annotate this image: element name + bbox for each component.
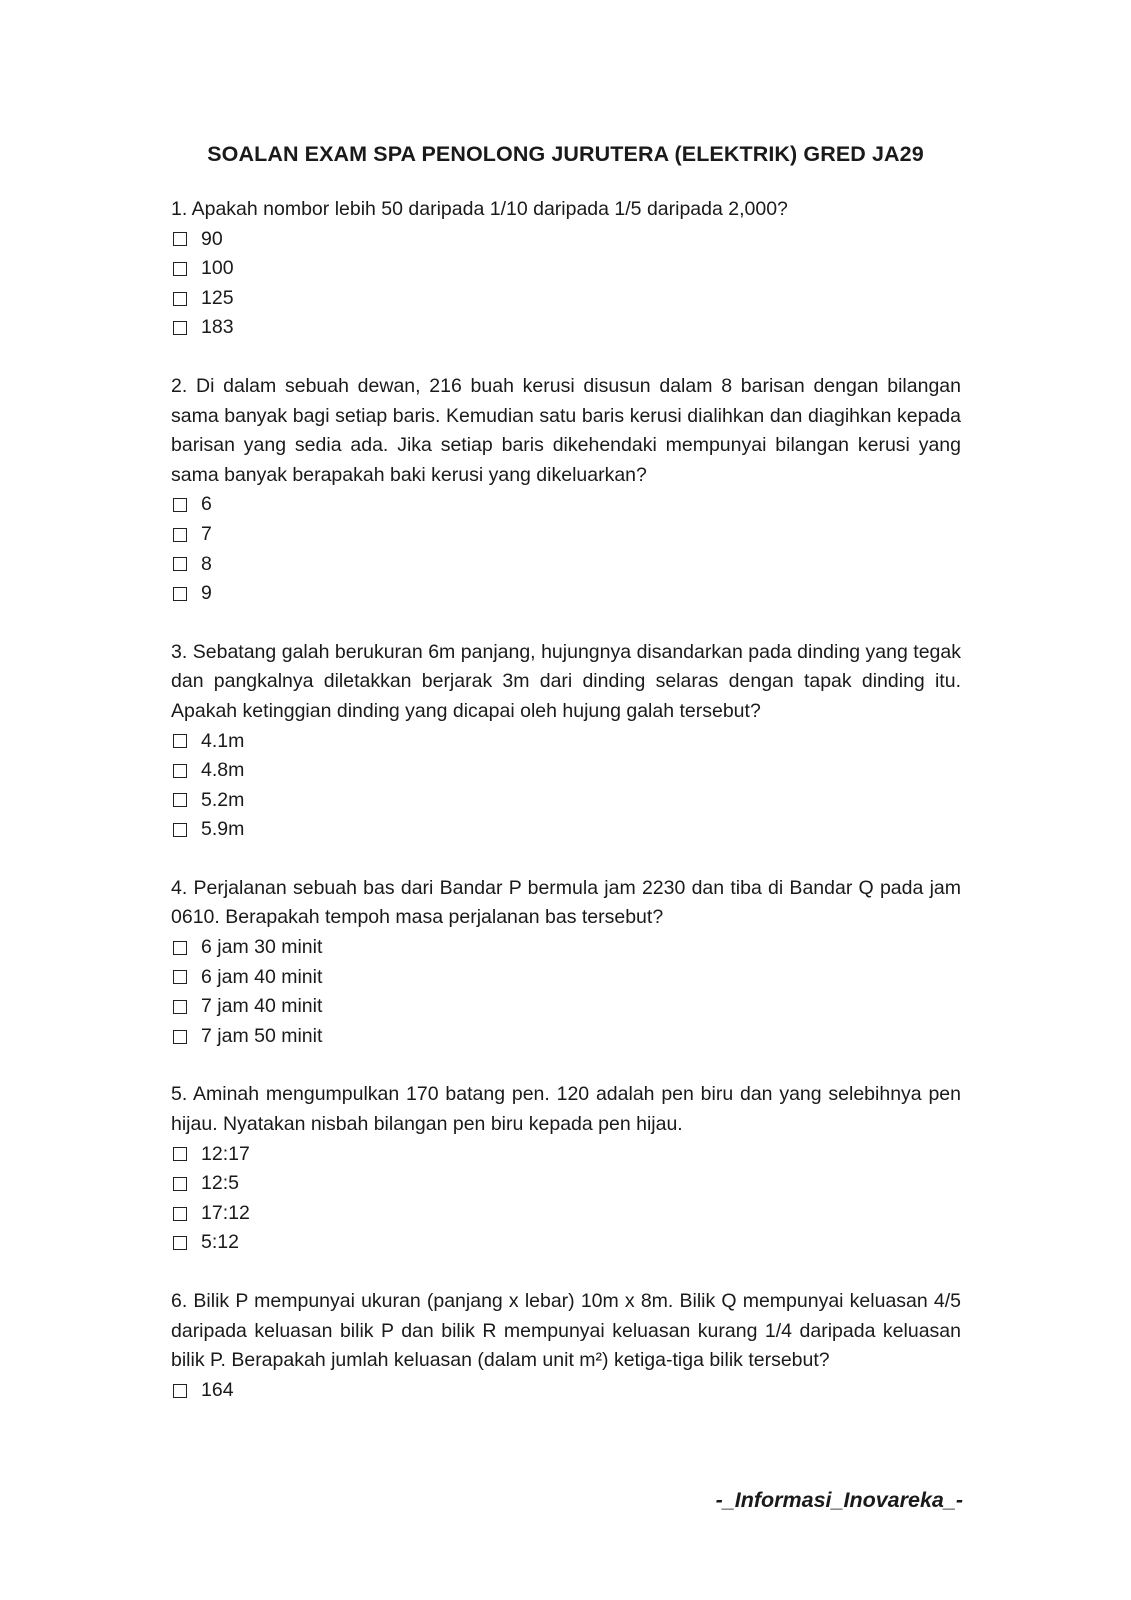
question-list: [171, 195, 961, 1434]
option-item[interactable]: [171, 284, 961, 314]
option-list: [171, 490, 961, 608]
question-text: 5. Aminah mengumpulkan 170 batang pen. 120 adalah pen biru dan yang selebihnya pen hijau. Nyatakan nisbah bilangan pen biru kepada pen hijau.: [171, 1083, 961, 1136]
checkbox-icon[interactable]: [173, 1177, 187, 1191]
option-list: [171, 1140, 961, 1258]
option-label: 7 jam 50 minit: [201, 1024, 323, 1047]
option-item[interactable]: [171, 579, 961, 609]
option-item[interactable]: [171, 225, 961, 255]
checkbox-icon[interactable]: [173, 793, 187, 807]
option-label: 6: [201, 493, 212, 516]
option-item[interactable]: [171, 933, 961, 963]
option-item[interactable]: [171, 815, 961, 845]
option-label: 9: [201, 582, 212, 605]
question-text: 1. Apakah nombor lebih 50 daripada 1/10 daripada 1/5 daripada 2,000?: [171, 198, 788, 220]
question-5: [171, 1080, 961, 1258]
option-label: 90: [201, 227, 223, 250]
question-text: 3. Sebatang galah berukuran 6m panjang, hujungnya disandarkan pada dinding yang tegak dan pangkalnya diletakkan berjarak 3m dari dinding selaras dengan tapak dinding itu. Apakah ketinggian dinding yang dicapai oleh hujung galah tersebut?: [171, 640, 961, 722]
option-label: 5:12: [201, 1231, 239, 1254]
option-item[interactable]: [171, 1199, 961, 1229]
option-label: 5.9m: [201, 818, 245, 841]
checkbox-icon[interactable]: [173, 528, 187, 542]
checkbox-icon[interactable]: [173, 292, 187, 306]
checkbox-icon[interactable]: [173, 1207, 187, 1221]
option-item[interactable]: [171, 756, 961, 786]
footer-watermark: -_Informasi_Inovareka_-: [715, 1488, 963, 1512]
page-title: SOALAN EXAM SPA PENOLONG JURUTERA (ELEKTRIK) GRED JA29: [207, 142, 924, 166]
option-item[interactable]: [171, 1022, 961, 1052]
checkbox-icon[interactable]: [173, 1000, 187, 1014]
checkbox-icon[interactable]: [173, 823, 187, 837]
checkbox-icon[interactable]: [173, 970, 187, 984]
option-label: 7: [201, 522, 212, 545]
question-4: [171, 874, 961, 1052]
checkbox-icon[interactable]: [173, 587, 187, 601]
question-text: 2. Di dalam sebuah dewan, 216 buah kerusi disusun dalam 8 barisan dengan bilangan sama banyak bagi setiap baris. Kemudian satu baris kerusi dialihkan dan diagihkan kepada barisan yang sedia ada. Jika setiap baris dikehendaki mempunyai bilangan kerusi yang sama banyak berapakah baki kerusi yang dikeluarkan?: [171, 374, 961, 486]
option-label: 8: [201, 552, 212, 575]
question-text: 6. Bilik P mempunyai ukuran (panjang x lebar) 10m x 8m. Bilik Q mempunyai keluasan 4/5 daripada keluasan bilik P dan bilik R mempunyai keluasan kurang 1/4 daripada keluasan bilik P. Berapakah jumlah keluasan (dalam unit m²) ketiga-tiga bilik tersebut?: [171, 1290, 961, 1372]
checkbox-icon[interactable]: [173, 557, 187, 571]
checkbox-icon[interactable]: [173, 941, 187, 955]
option-label: 5.2m: [201, 788, 245, 811]
option-item[interactable]: [171, 992, 961, 1022]
option-label: 6 jam 40 minit: [201, 965, 323, 988]
checkbox-icon[interactable]: [173, 1030, 187, 1044]
option-item[interactable]: [171, 1376, 961, 1406]
option-label: 6 jam 30 minit: [201, 936, 323, 959]
option-item[interactable]: [171, 313, 961, 343]
option-list: [171, 933, 961, 1051]
option-list: [171, 225, 961, 343]
option-label: 125: [201, 286, 234, 309]
question-1: [171, 195, 961, 343]
checkbox-icon[interactable]: [173, 498, 187, 512]
option-item[interactable]: [171, 490, 961, 520]
checkbox-icon[interactable]: [173, 1384, 187, 1398]
option-label: 12:5: [201, 1172, 239, 1195]
checkbox-icon[interactable]: [173, 764, 187, 778]
checkbox-icon[interactable]: [173, 321, 187, 335]
option-label: 7 jam 40 minit: [201, 995, 323, 1018]
checkbox-icon[interactable]: [173, 1147, 187, 1161]
question-3: [171, 638, 961, 845]
question-2: [171, 372, 961, 609]
question-6: [171, 1287, 961, 1405]
option-item[interactable]: [171, 520, 961, 550]
question-text: 4. Perjalanan sebuah bas dari Bandar P bermula jam 2230 dan tiba di Bandar Q pada jam 0610. Berapakah tempoh masa perjalanan bas tersebut?: [171, 876, 961, 929]
checkbox-icon[interactable]: [173, 734, 187, 748]
option-item[interactable]: [171, 727, 961, 757]
option-label: 100: [201, 257, 234, 280]
option-label: 4.8m: [201, 759, 245, 782]
option-item[interactable]: [171, 550, 961, 580]
option-item[interactable]: [171, 1228, 961, 1258]
option-list: [171, 1376, 961, 1406]
checkbox-icon[interactable]: [173, 1236, 187, 1250]
checkbox-icon[interactable]: [173, 262, 187, 276]
option-item[interactable]: [171, 963, 961, 993]
option-item[interactable]: [171, 1169, 961, 1199]
option-label: 164: [201, 1378, 234, 1401]
option-item[interactable]: [171, 786, 961, 816]
option-item[interactable]: [171, 1140, 961, 1170]
option-label: 4.1m: [201, 729, 245, 752]
option-label: 17:12: [201, 1201, 250, 1224]
option-label: 12:17: [201, 1142, 250, 1165]
option-list: [171, 727, 961, 845]
checkbox-icon[interactable]: [173, 232, 187, 246]
option-label: 183: [201, 316, 234, 339]
option-item[interactable]: [171, 254, 961, 284]
